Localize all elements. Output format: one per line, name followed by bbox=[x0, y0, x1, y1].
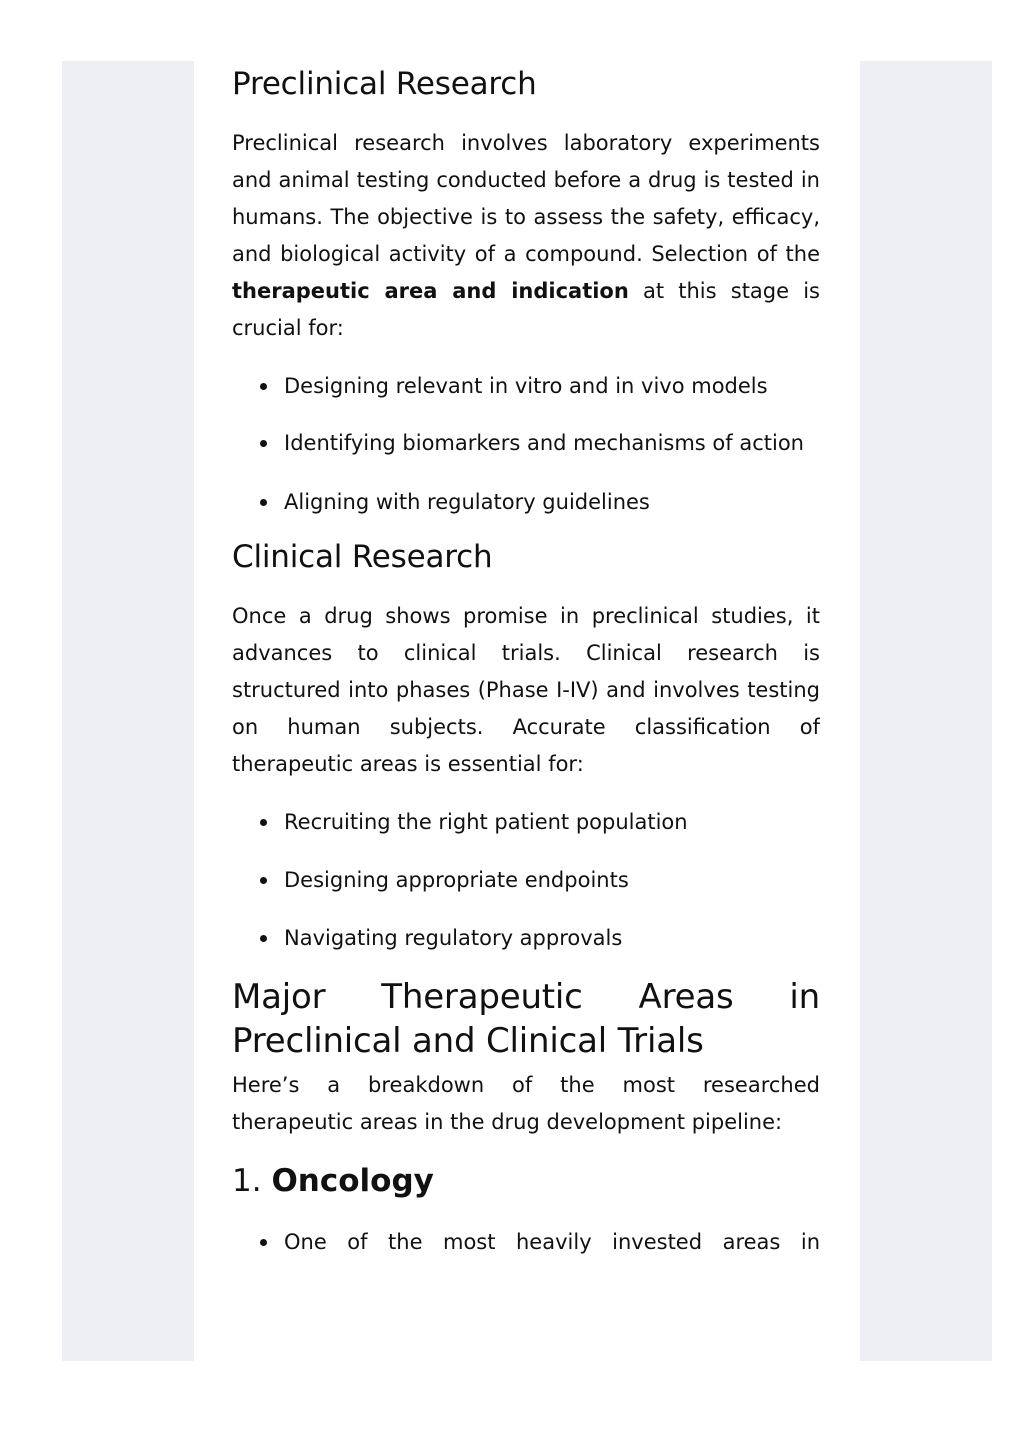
preclinical-paragraph bbox=[232, 125, 820, 347]
list-item: Identifying biomarkers and mechanisms of action bbox=[232, 425, 820, 462]
oncology-bullet-list bbox=[232, 1224, 820, 1261]
clinical-heading: Clinical Research bbox=[232, 539, 493, 575]
article-content bbox=[232, 61, 820, 1361]
preclinical-text-end: at this stage is crucial for: bbox=[232, 279, 820, 340]
clinical-paragraph: Once a drug shows promise in preclinical studies, it advances to clinical trials. Clinical research is structured into phases (Phase I-IV) and involves testing on human subjects. Accurate classification of therapeutic areas is essential for: bbox=[232, 604, 820, 776]
list-item: Recruiting the right patient population bbox=[232, 804, 820, 841]
right-margin-panel bbox=[860, 61, 992, 1361]
list-item: Navigating regulatory approvals bbox=[232, 920, 820, 957]
preclinical-text-bold: therapeutic area and indication bbox=[232, 279, 629, 303]
oncology-heading bbox=[232, 1159, 820, 1203]
preclinical-bullet-list bbox=[232, 368, 820, 521]
clinical-bullet-list bbox=[232, 804, 820, 957]
list-item: One of the most heavily invested areas in bbox=[232, 1224, 820, 1261]
major-areas-heading: Major Therapeutic Areas in Preclinical and Clinical Trials bbox=[232, 977, 820, 1061]
list-item: Designing appropriate endpoints bbox=[232, 862, 820, 899]
left-margin-panel bbox=[62, 61, 194, 1361]
oncology-title: Oncology bbox=[271, 1163, 434, 1199]
list-item: Aligning with regulatory guidelines bbox=[232, 484, 820, 521]
major-areas-paragraph: Here’s a breakdown of the most researched therapeutic areas in the drug development pipeline: bbox=[232, 1073, 820, 1134]
list-item: Designing relevant in vitro and in vivo models bbox=[232, 368, 820, 405]
preclinical-text-start: Preclinical research involves laboratory experiments and animal testing conducted before a drug is tested in humans. The objective is to assess the safety, efficacy, and biological activity of a compound. Selection of the bbox=[232, 131, 820, 266]
oncology-number: 1. bbox=[232, 1163, 262, 1199]
preclinical-heading: Preclinical Research bbox=[232, 66, 537, 102]
